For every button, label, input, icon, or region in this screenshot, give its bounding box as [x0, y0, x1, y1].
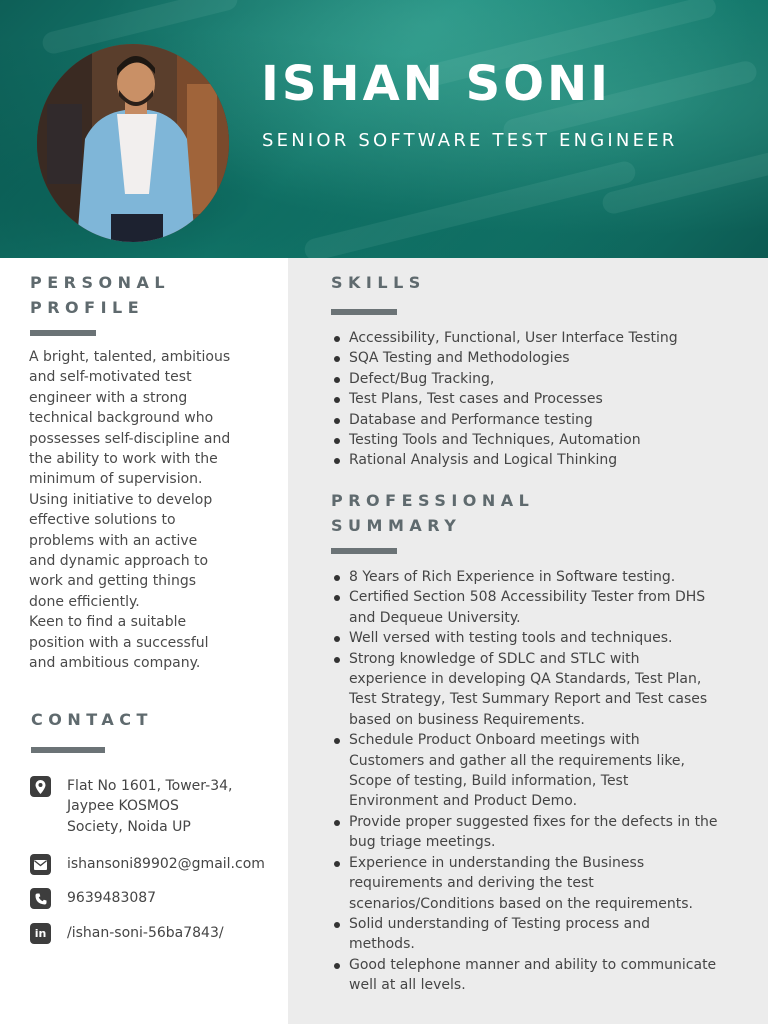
job-title: SENIOR SOFTWARE TEST ENGINEER — [262, 130, 678, 151]
summary-line: bug triage meetings. — [349, 834, 496, 851]
profile-line: technical background who — [29, 410, 214, 427]
summary-item — [331, 649, 751, 731]
linkedin-text[interactable]: /ishan-soni-56ba7843/ — [67, 925, 224, 941]
address-line: Jaypee KOSMOS — [67, 798, 179, 815]
profile-line: Using initiative to develop — [29, 491, 213, 508]
person-name: ISHAN SONI — [261, 56, 612, 112]
personal-profile-divider — [30, 330, 96, 336]
profile-line: minimum of supervision. — [29, 471, 203, 488]
profile-line: done efficiently. — [29, 593, 140, 610]
summary-line: Solid understanding of Testing process and — [349, 915, 650, 932]
summary-line: Strong knowledge of SDLC and STLC with — [349, 650, 640, 667]
header-banner — [0, 0, 768, 258]
email-icon — [30, 854, 51, 875]
profile-line: A bright, talented, ambitious — [29, 349, 231, 365]
contact-linkedin-row — [30, 923, 224, 944]
summary-line: well at all levels. — [349, 977, 466, 994]
contact-divider — [31, 747, 105, 753]
profile-line: possesses self-discipline and — [29, 430, 231, 447]
summary-item — [331, 914, 751, 955]
professional-summary-heading-line1: PROFESSIONAL — [331, 491, 535, 510]
summary-line: methods. — [349, 936, 415, 953]
contact-email[interactable] — [67, 854, 265, 874]
email-text[interactable]: ishansoni89902@gmail.com — [67, 856, 265, 872]
summary-list — [331, 567, 751, 996]
summary-item — [331, 955, 751, 996]
summary-line: Scope of testing, Build information, Test — [349, 773, 629, 790]
location-icon — [30, 776, 51, 797]
summary-line: experience in developing QA Standards, Test Plan, — [349, 671, 702, 688]
contact-phone[interactable] — [67, 888, 156, 908]
contact-linkedin[interactable] — [67, 923, 224, 943]
contact-heading: CONTACT — [31, 710, 153, 729]
professional-summary-divider — [331, 548, 397, 554]
summary-item — [331, 853, 751, 914]
skill-item: SQA Testing and Methodologies — [331, 348, 751, 368]
skill-item: Database and Performance testing — [331, 410, 751, 430]
contact-email-row — [30, 854, 265, 875]
profile-photo — [37, 44, 229, 242]
profile-line: the ability to work with the — [29, 451, 218, 468]
summary-line: requirements and deriving the test — [349, 875, 594, 892]
skills-list — [331, 328, 751, 471]
phone-icon — [30, 888, 51, 909]
skill-item: Defect/Bug Tracking, — [331, 369, 751, 389]
skills-divider — [331, 309, 397, 315]
personal-profile-heading-line1: PERSONAL — [30, 273, 171, 292]
skills-heading: SKILLS — [331, 273, 426, 292]
personal-profile-heading — [30, 270, 170, 320]
profile-line: and dynamic approach to — [29, 553, 209, 570]
profile-line: engineer with a strong — [29, 389, 188, 406]
summary-item — [331, 628, 751, 648]
skill-item: Testing Tools and Techniques, Automation — [331, 430, 751, 450]
summary-line: Customers and gather all the requirements like, — [349, 752, 685, 769]
profile-line: Keen to find a suitable — [29, 614, 187, 631]
summary-line: Schedule Product Onboard meetings with — [349, 732, 640, 749]
summary-line: based on business Requirements. — [349, 711, 585, 728]
skill-item: Test Plans, Test cases and Processes — [331, 389, 751, 409]
linkedin-icon: in — [30, 923, 51, 944]
contact-address — [67, 776, 232, 837]
profile-line: work and getting things — [29, 573, 197, 590]
professional-summary-heading-line2: SUMMARY — [331, 516, 462, 535]
summary-item — [331, 567, 751, 587]
summary-line: Good telephone manner and ability to communicate — [349, 956, 717, 973]
profile-line: position with a successful — [29, 634, 209, 651]
address-line: Society, Noida UP — [67, 818, 191, 835]
personal-profile-heading-line2: PROFILE — [30, 298, 145, 317]
summary-line: Experience in understanding the Business — [349, 854, 645, 871]
profile-line: effective solutions to — [29, 512, 176, 529]
contact-phone-row — [30, 888, 156, 909]
profile-line: problems with an active — [29, 532, 198, 549]
summary-item — [331, 812, 751, 853]
profile-line: and self-motivated test — [29, 369, 192, 386]
summary-line: Provide proper suggested fixes for the defects in the — [349, 813, 718, 830]
personal-profile-text — [29, 347, 279, 674]
profile-line: and ambitious company. — [29, 655, 201, 672]
phone-text[interactable]: 9639483087 — [67, 890, 157, 906]
summary-line: Well versed with testing tools and techniques. — [349, 630, 673, 647]
summary-line: Environment and Product Demo. — [349, 793, 578, 810]
skill-item: Accessibility, Functional, User Interface Testing — [331, 328, 751, 348]
summary-line: scenarios/Conditions based on the requirements. — [349, 895, 693, 912]
summary-line: and Dequeue University. — [349, 609, 521, 626]
skill-item: Rational Analysis and Logical Thinking — [331, 450, 751, 470]
summary-line: Test Strategy, Test Summary Report and Test cases — [349, 691, 708, 708]
summary-line: 8 Years of Rich Experience in Software testing. — [349, 569, 676, 585]
address-line: Flat No 1601, Tower-34, — [67, 778, 233, 794]
summary-item — [331, 587, 751, 628]
contact-address-row — [30, 776, 232, 837]
summary-line: Certified Section 508 Accessibility Tester from DHS — [349, 589, 706, 606]
summary-item — [331, 730, 751, 812]
professional-summary-heading — [331, 488, 534, 538]
